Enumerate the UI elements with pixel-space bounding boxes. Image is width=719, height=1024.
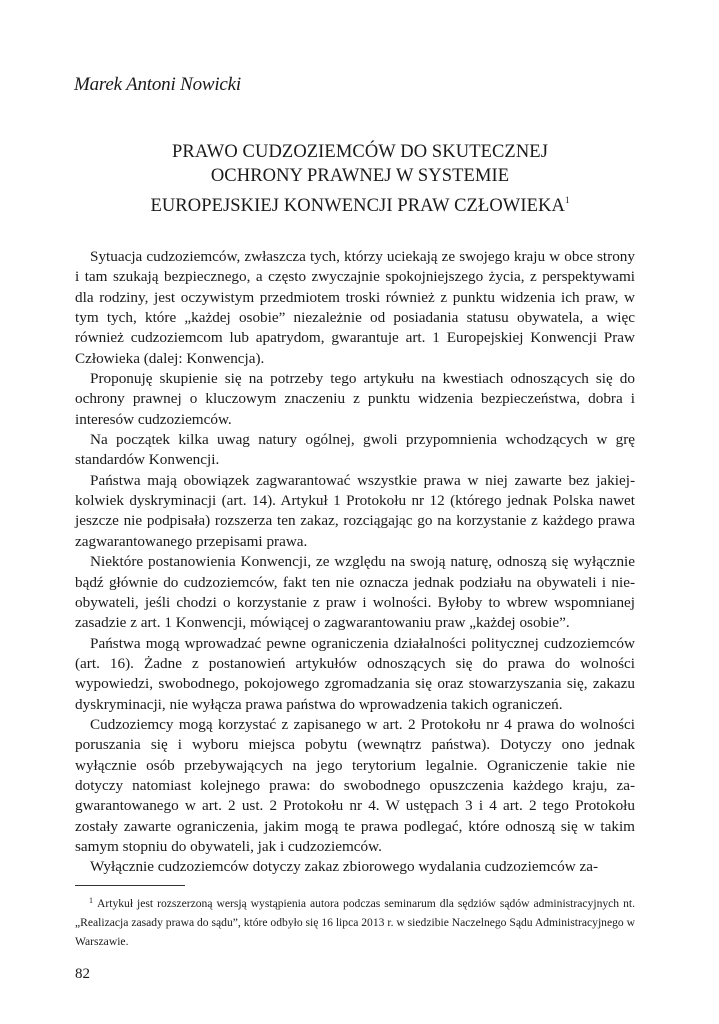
author-name: Marek Antoni Nowicki [74,74,241,95]
article-body [75,247,635,878]
paragraph-4: Państwa mają obowiązek zagwarantować wszystkie prawa w niej zawarte bez jakiejkolwiek dyskryminacji (art. 14). Artykuł 1 Protokołu nr 12 (którego jednak Polska nawet jeszcze nie podpisała) rozszerza ten zakaz, rozciągając go na korzystanie z każdego prawa zagwarantowanego przepisami prawa. [75,471,635,550]
title-footnote-ref: 1 [564,195,570,205]
footnote-mark: 1 [89,896,93,905]
paragraph-8: Wyłącznie cudzoziemców dotyczy zakaz zbiorowego wydalania cudzoziemców za- [90,858,599,876]
title-line-1: PRAWO CUDZOZIEMCÓW DO SKUTECZNEJ [172,142,548,162]
paragraph-7: Cudzoziemcy mogą korzystać z zapisanego w art. 2 Protokołu nr 4 prawa do wolności poruszania się i wyboru miejsca pobytu (wewnątrz państwa). Dotyczy ono jednak wyłącznie osób przebywających na jego terytorium legalnie. Ograniczenie takie nie dotyczy natomiast kolejnego prawa: do swobodnego opuszczenia każdego kraju, zagwarantowanego w art. 2 ust. 2 Protokołu nr 4. W ustępach 3 i 4 art. 2 tego Protokołu zostały zawarte ograniczenia, jakim mogą te prawa podlegać, które odnoszą się w takim samym stopniu do obywateli, jak i cudzoziemców. [75,715,635,855]
title-line-3 [80,188,640,218]
paragraph-2: Proponuję skupienie się na potrzeby tego artykułu na kwestiach odnoszących się do ochrony prawnej o kluczowym znaczeniu z punktu widzenia bezpieczeństwa, dobra i interesów cudzoziemców. [75,370,635,428]
article-title [80,140,640,218]
footnote-text: Artykuł jest rozszerzoną wersją wystąpienia autora podczas seminarum dla sędziów sądów administracyjnych nt. „Realizacja zasady prawa do sądu”, które odbyło się 16 lipca 2013 r. w siedzibie Naczelnego Sądu Administracyjnego w Warszawie. [75,897,635,948]
title-line-3-text: EUROPEJSKIEJ KONWENCJI PRAW CZŁOWIEKA [150,196,565,216]
paragraph-5: Niektóre postanowienia Konwencji, ze względu na swoją naturę, odnoszą się wyłącznie bądź głównie do cudzoziemców, fakt ten nie oznacza jednak podziału na obywateli i nie-obywateli, jeśli chodzi o korzystanie z praw i wolności. Byłoby to wbrew wspomnianej zasadzie z art. 1 Konwencji, mówiącej o zagwarantowaniu praw „każdej osobie”. [75,553,635,632]
footnote [75,891,635,951]
paragraph-6: Państwa mogą wprowadzać pewne ograniczenia działalności politycznej cudzoziemców (art. 16). Żadne z postanowień artykułów odnoszących się do prawa do wolności wypowiedzi, swobodnego, pokojowego zgromadzania się oraz stowarzyszania się, zakazu dyskryminacji, nie wyłącza prawa państwa do wprowadzenia takich ograniczeń. [75,634,635,713]
page-number: 82 [75,966,90,982]
title-line-2: OCHRONY PRAWNEJ W SYSTEMIE [210,166,510,186]
paragraph-1: Sytuacja cudzoziemców, zwłaszcza tych, którzy uciekają ze swojego kraju w obce strony i tam szukają bezpiecznego, a często zwyczajnie spokojniejszego życia, z perspektywami dla rodziny, jest oczywistym przedmiotem troski również z punktu widzenia ich praw, w tym tych, które „każdej osobie” niezależnie od posiadania statusu obywatela, a więc również cudzoziemcom lub apatrydom, gwarantuje art. 1 Europejskiej Konwencji Praw Człowieka (dalej: Konwencja). [75,248,635,367]
footnote-divider [75,885,185,886]
paragraph-3: Na początek kilka uwag natury ogólnej, gwoli przypomnienia wchodzących w grę standardów Konwencji. [75,431,635,469]
